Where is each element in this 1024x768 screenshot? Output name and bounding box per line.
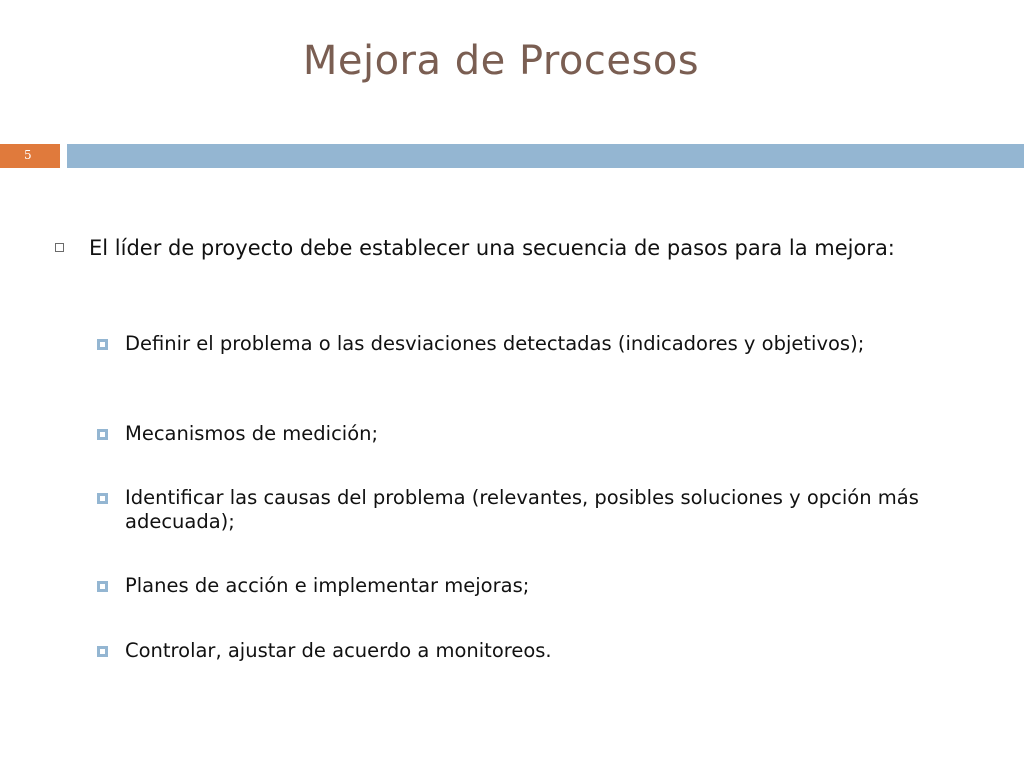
header-bar	[67, 144, 1024, 168]
step-item: Identificar las causas del problema (relevantes, posibles soluciones y opción más adecuada);	[125, 486, 919, 533]
square-bullet-icon	[97, 429, 108, 440]
square-bullet-icon	[97, 581, 108, 592]
square-bullet-icon	[97, 339, 108, 350]
square-bullet-icon	[97, 646, 108, 657]
slide-title: Mejora de Procesos	[302, 38, 700, 84]
step-item: Mecanismos de medición;	[125, 422, 379, 445]
step-item: Planes de acción e implementar mejoras;	[125, 574, 530, 597]
hollow-square-bullet-icon	[55, 243, 64, 252]
square-bullet-icon	[97, 493, 108, 504]
slide-number: 5	[0, 144, 60, 168]
step-item: Controlar, ajustar de acuerdo a monitoreos.	[125, 639, 552, 662]
step-item: Definir el problema o las desviaciones detectadas (indicadores y objetivos);	[125, 332, 865, 355]
intro-bullet: El líder de proyecto debe establecer una secuencia de pasos para la mejora:	[89, 236, 895, 260]
